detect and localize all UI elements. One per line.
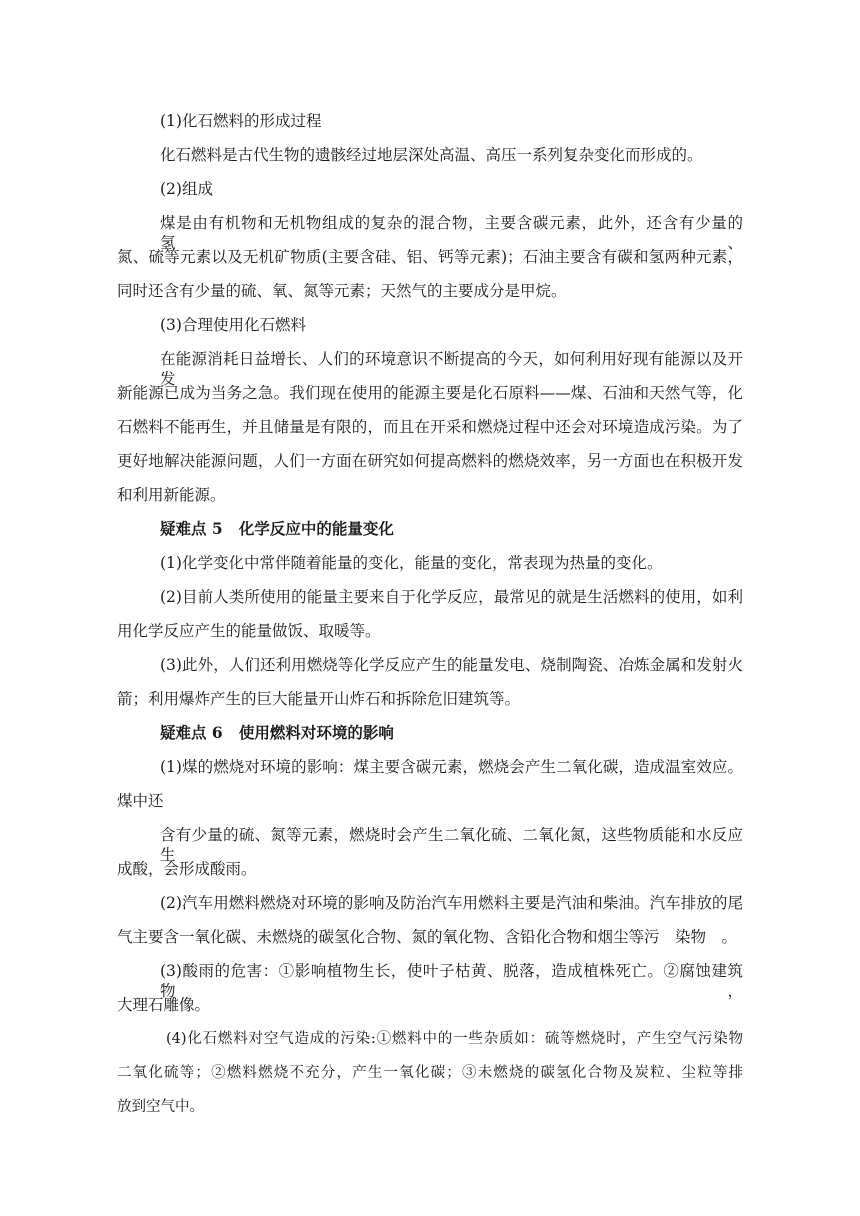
paragraph-line: 二氧化硫等；②燃料燃烧不充分，产生一氧化碳；③未燃烧的碳氢化合物及炭粒、尘粒等排 (117, 1065, 743, 1081)
paragraph-line: 更好地解决能源问题，人们一方面在研究如何提高燃料的燃烧效率，另一方面也在积极开发 (117, 452, 743, 470)
paragraph-line: 石燃料不能再生，并且储量是有限的，而且在开采和燃烧过程中还会对环境造成污染。为了 (117, 418, 743, 436)
paragraph-line: (1)煤的燃烧对环境的影响：煤主要含碳元素，燃烧会产生二氧化碳，造成温室效应。 (160, 758, 743, 776)
paragraph-line: 成酸，会形成酸雨。 (117, 860, 257, 878)
paragraph-line: 放到空气中。 (117, 1099, 204, 1115)
subsection-heading: (3)合理使用化石燃料 (160, 316, 306, 334)
paragraph-line: 氮、硫等元素以及无机矿物质(主要含硅、铝、钙等元素)；石油主要含有碳和氢两种元素， (117, 248, 743, 266)
paragraph-line: 和利用新能源。 (117, 486, 226, 504)
paragraph-line: (2)汽车用燃料燃烧对环境的影响及防治汽车用燃料主要是汽油和柴油。汽车排放的尾 (160, 894, 743, 912)
paragraph-line: 煤是由有机物和无机物组成的复杂的混合物，主要含碳元素，此外，还含有少量的氢、 (160, 214, 743, 252)
paragraph-line: 含有少量的硫、氮等元素，燃烧时会产生二氧化硫、二氧化氮，这些物质能和水反应生 (160, 826, 743, 864)
paragraph-line: 用化学反应产生的能量做饭、取暖等。 (117, 622, 381, 640)
subsection-heading: (1)化石燃料的形成过程 (160, 112, 322, 130)
subsection-heading: (2)组成 (160, 180, 213, 198)
paragraph-line: 煤中还 (117, 792, 164, 810)
paragraph-line: 箭；利用爆炸产生的巨大能量开山炸石和拆除危旧建筑等。 (117, 690, 521, 708)
section-title: 化学反应中的能量变化 (238, 519, 394, 538)
section-label: 疑难点 5 (160, 519, 223, 538)
paragraph-line: 大理石雕像。 (117, 996, 211, 1014)
paragraph-line: (4)化石燃料对空气造成的污染:①燃料中的一些杂质如：硫等燃烧时，产生空气污染物 (166, 1031, 743, 1047)
paragraph-line: 气主要含一氧化碳、未燃烧的碳氢化合物、氮的氧化物、含铅化合物和烟尘等污 染物 。 (117, 928, 738, 946)
paragraph-line: 新能源已成为当务之急。我们现在使用的能源主要是化石原料——煤、石油和天然气等，化 (117, 384, 743, 402)
paragraph-line: (2)目前人类所使用的能量主要来自于化学反应，最常见的就是生活燃料的使用，如利 (160, 588, 743, 606)
paragraph-line: 在能源消耗日益增长、人们的环境意识不断提高的今天，如何利用好现有能源以及开发 (160, 350, 743, 388)
section-heading-6 (160, 723, 394, 743)
section-heading-5 (160, 519, 394, 539)
paragraph-line: 同时还含有少量的硫、氧、氮等元素；天然气的主要成分是甲烷。 (117, 282, 567, 300)
paragraph-line: (3)此外，人们还利用燃烧等化学反应产生的能量发电、烧制陶瓷、冶炼金属和发射火 (160, 656, 743, 674)
section-title: 使用燃料对环境的影响 (238, 723, 394, 742)
paragraph-line: 化石燃料是古代生物的遗骸经过地层深处高温、高压一系列复杂变化而形成的。 (160, 146, 703, 164)
paragraph-line: (3)酸雨的危害：①影响植物生长，使叶子枯黄、脱落，造成植株死亡。②腐蚀建筑物， (160, 962, 743, 1000)
paragraph-line: (1)化学变化中常伴随着能量的变化，能量的变化，常表现为热量的变化。 (160, 554, 663, 572)
section-label: 疑难点 6 (160, 723, 223, 742)
